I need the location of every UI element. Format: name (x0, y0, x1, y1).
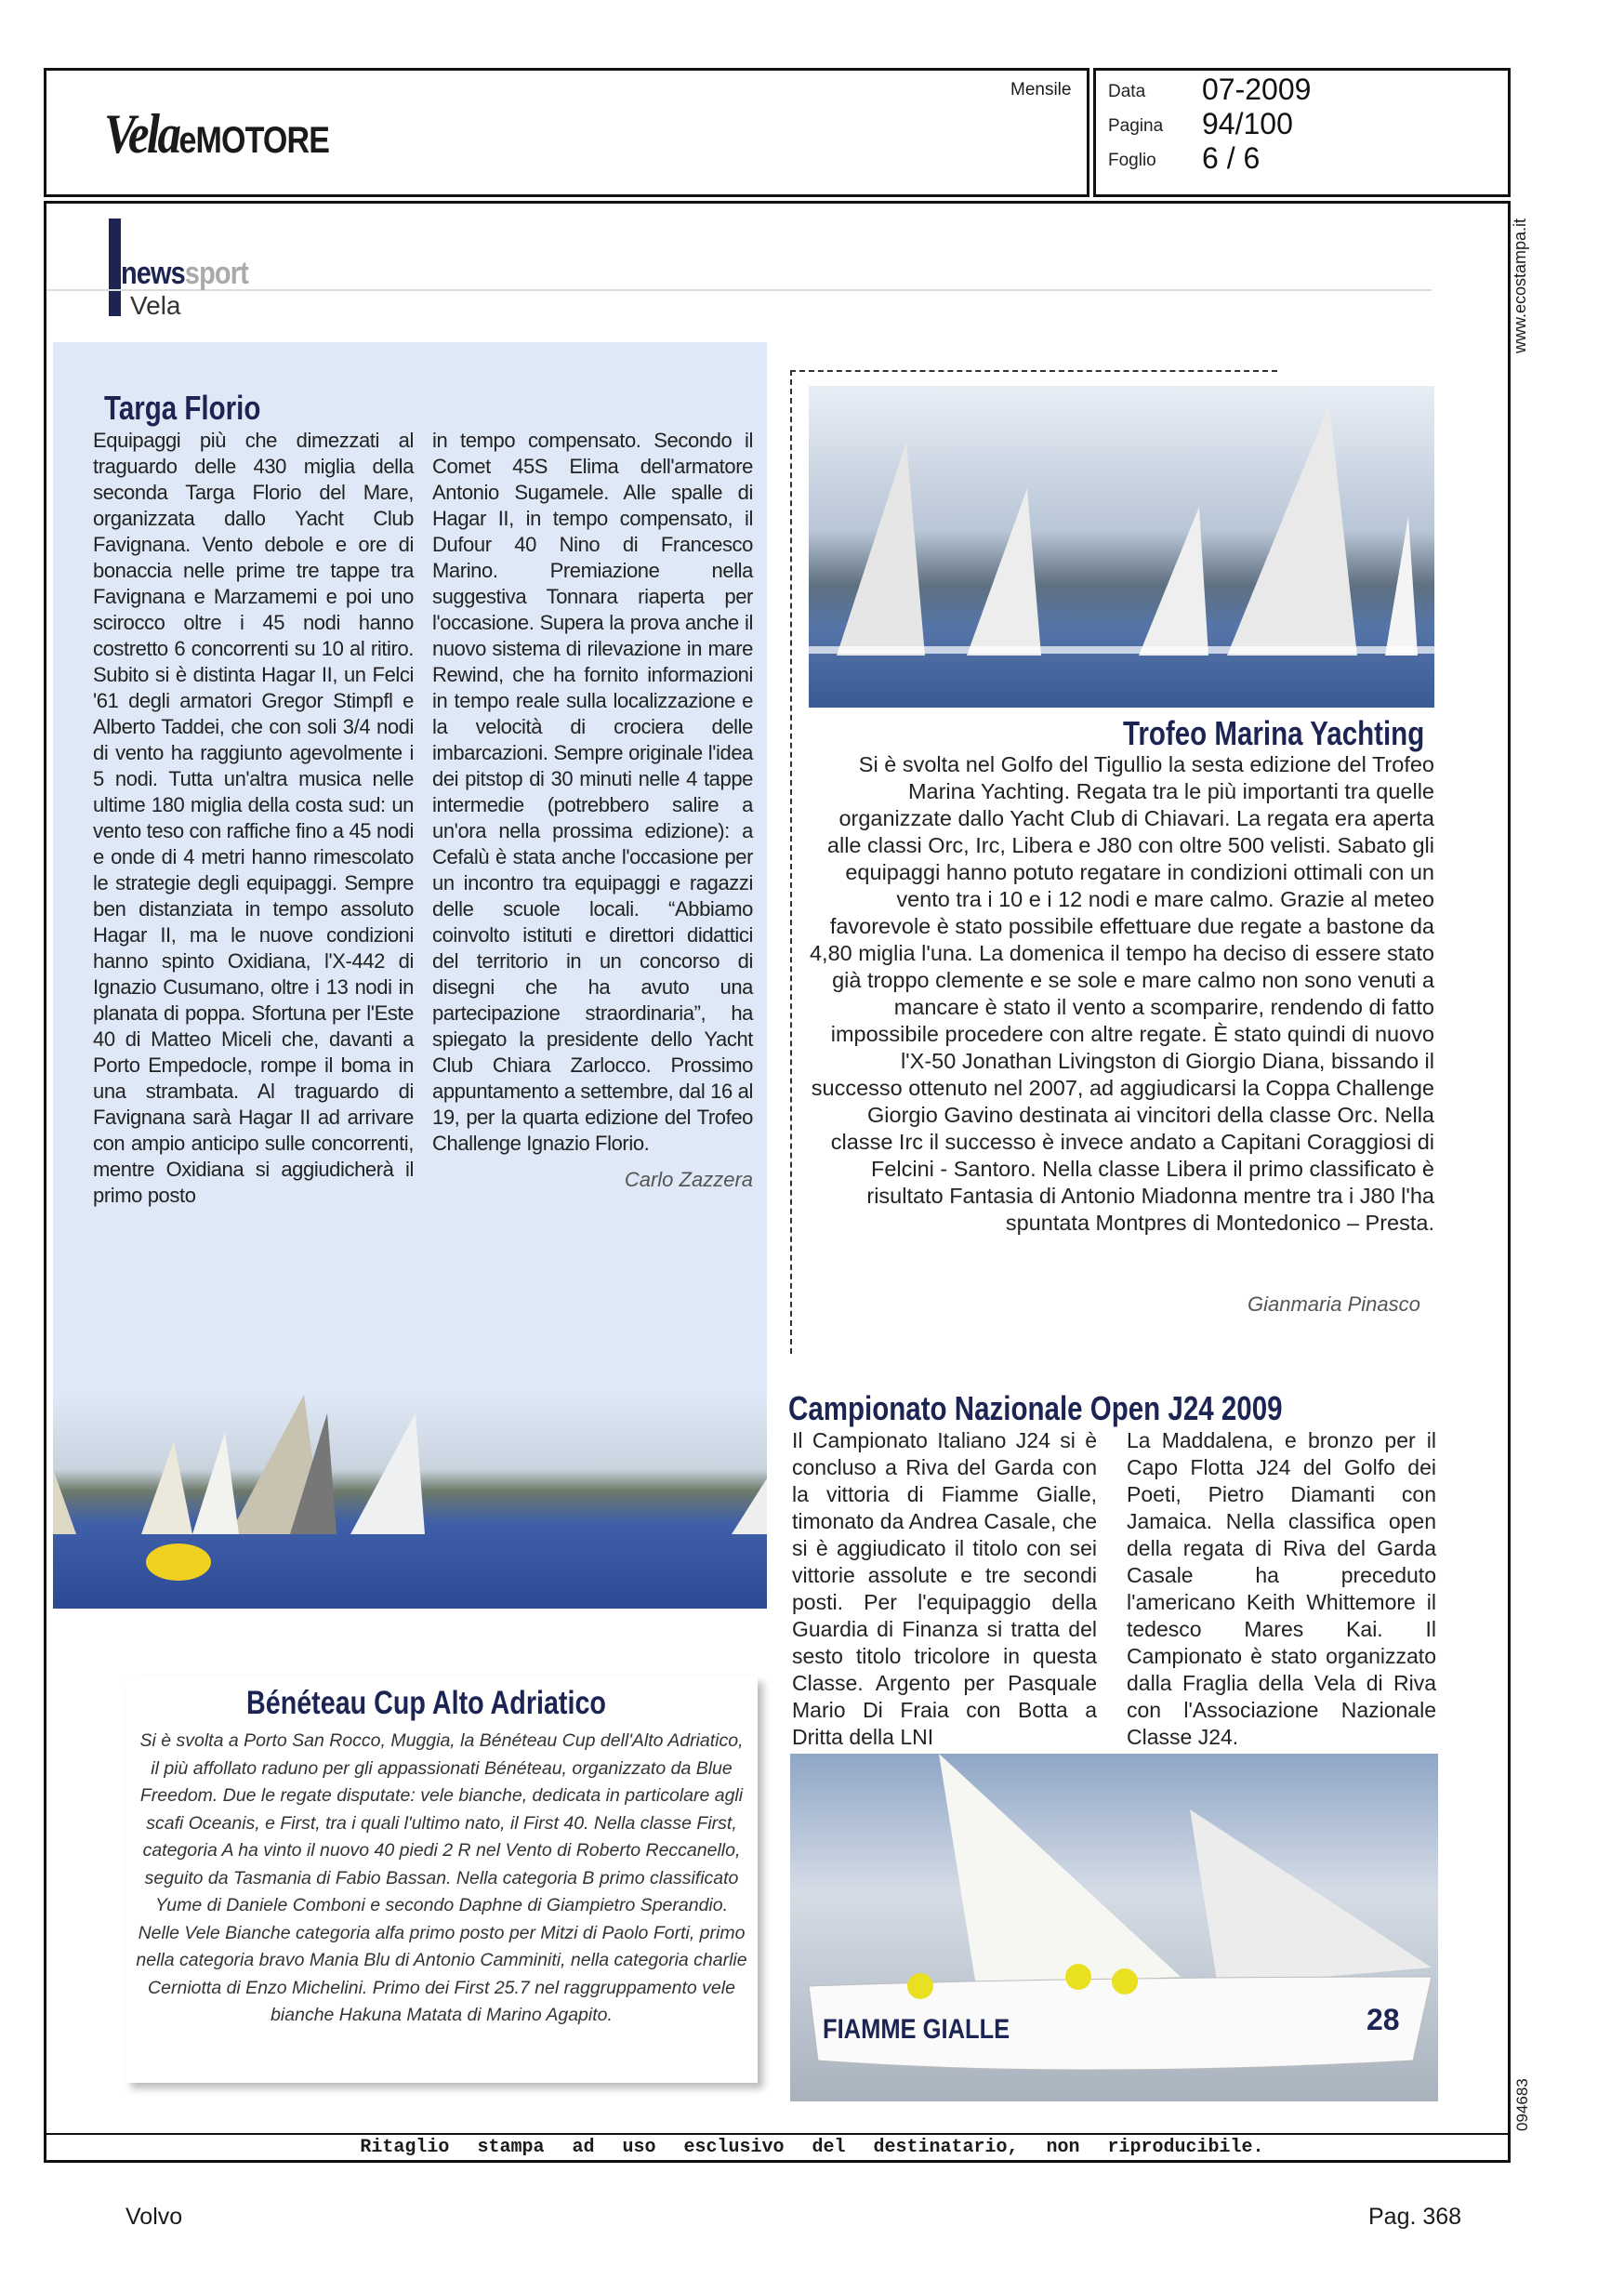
beneteau-text: Si è svolta a Porto San Rocco, Muggia, la Bénéteau Cup dell'Alto Adriatico, il più affollato raduno per gli appassionati Bénéteau, organizzato da Blue Freedom. Due le regate disputate: vele bianche, dedicata in particolare agli scafi Oceanis, e First, tra i quali l'ultimo nato, il First 40. Nella classe First, categoria A ha vinto il nuovo 40 piedi 2 R nel Vento di Roberto Reccanello, seguito da Tasmania di Fabio Bassan. Nella categoria B primo classificato Yume di Daniele Comboni e secondo Daphne di Giampietro Sperandio. Nelle Vele Bianche categoria alfa primo posto per Mitzi di Paolo Forti, primo nella categoria bravo Mania Blu di Antonio Camminiti, nella categoria charlie Cerniotta di Enzo Michelini. Primo dei First 25.7 nel raggruppamento vele bianche Hakuna Matata di Marino Agapito. (136, 1730, 747, 2025)
brand-news: news (121, 256, 185, 291)
j24-sail-number: 28 (1367, 2003, 1400, 2036)
website-vertical: www.ecostampa.it (1511, 218, 1529, 353)
trofeo-author: Gianmaria Pinasco (1248, 1292, 1420, 1316)
sheet-label: Foglio (1108, 151, 1156, 170)
date-label: Data (1108, 82, 1146, 101)
page-number: Pag. 368 (1368, 2204, 1462, 2230)
page-value: 94/100 (1202, 107, 1293, 140)
j24-boat-name: FIAMME GIALLE (823, 2014, 1010, 2045)
page-label: Pagina (1108, 116, 1164, 136)
j24-col-1: Il Campionato Italiano J24 si è concluso a Riva del Garda con la vittoria di Fiamme Gialle, timonato da Andrea Casale, che si è aggiudicato il titolo con sei vittorie assolute e tre secondi posti. Per l'equipaggio della Guardia di Finanza si tratta del sesto titolo tricolore in questa Classe. Argento per Pasquale Mario Di Fraia con Botta a Dritta della LNI (792, 1428, 1097, 1749)
targa-photo (53, 1395, 767, 1609)
trofeo-photo (809, 386, 1434, 708)
trofeo-title: Trofeo Marina Yachting (1123, 714, 1425, 752)
clipping-code: 094683 (1513, 2078, 1531, 2131)
brand-sport: sport (184, 256, 248, 291)
section-brand (121, 256, 248, 292)
targa-col-2: in tempo compensato. Secondo il Comet 45S Elima dell'armatore Antonio Sugamele. Alle spalle di Hagar II, in tempo compensato, il Dufour 40 Nino di Francesco Marino. Premiazione nella suggestiva Tonnara riaperta per l'occasione. Supera la prova anche il nuovo sistema di rilevazione in mare Rewind, che ha fornito informazioni in tempo reale sulla localizzazione e la velocità di crociera delle imbarcazioni. Sempre originale l'idea dei pitstop di 30 minuti nelle 4 tappe intermedie (potrebbero salire a un'ora nella prossima edizione): a Cefalù è stata anche l'occasione per un incontro tra equipaggi e ragazzi delle scuole locali. “Abbiamo coinvolto istituti e direttori didattici del territorio in un concorso di disegni che ha avuto una partecipazione straordinaria”, ha spiegato la presidente dello Yacht Club Chiara Zarlocco. Prossimo appuntamento a settembre, dal 16 al 19, per la quarta edizione del Trofeo Challenge Ignazio Florio. (432, 429, 753, 1155)
clipping-notice: Ritaglio stampa ad uso esclusivo del destinatario, non riproducibile. (360, 2137, 1264, 2158)
logo-sub: eMOTORE (178, 120, 330, 161)
j24-title: Campionato Nazionale Open J24 2009 (788, 1389, 1283, 1427)
j24-col-2: La Maddalena, e bronzo per il Capo Flotta J24 del Golfo dei Poeti, Pietro Diamanti con Jamaica. Nella classifica open della regata di Riva del Garda Casale ha preceduto l'americano Keith Whittemore il tedesco Mares Kai. Il Campionato è stato organizzato dalla Fraglia della Vela di Riva con l'Associazione Nazionale Classe J24. (1127, 1428, 1436, 1749)
targa-author: Carlo Zazzera (624, 1168, 753, 1191)
section-rule (46, 289, 1432, 291)
magazine-logo (104, 102, 329, 166)
client-name: Volvo (125, 2204, 183, 2230)
date-value: 07-2009 (1202, 73, 1312, 106)
frequency: Mensile (1010, 80, 1072, 99)
targa-col-1: Equipaggi più che dimezzati al traguardo delle 430 miglia della seconda Targa Florio del Mare, organizzata dallo Yacht Club Favignana. Vento debole e ore di bonaccia nelle prime tre tappe tra Favignana e Marzamemi e poi uno scirocco oltre i 45 nodi hanno costretto 6 concorrenti su 10 al ritiro. Subito si è distinta Hagar II, un Felci '61 degli armatori Gregor Stimpfl e Alberto Taddei, che con soli 3/4 nodi di vento ha raggiunto agevolmente i 5 nodi. Tutta un'altra musica nelle ultime 180 miglia della costa sud: un vento teso con raffiche fino a 45 nodi e onde di 4 metri hanno rimescolato le strategie degli equipaggi. Sempre ben distanziata in tempo assoluto Hagar II, ma le nuove condizioni hanno spinto Oxidiana, l'X-442 di Ignazio Cusumano, oltre i 13 nodi in planata di poppa. Sfortuna per l'Este 40 di Matteo Miceli che, davanti a Porto Empedocle, rompe il boma in una strambata. Al traguardo di Favignana sarà Hagar II ad arrivare con ampio anticipo sulle concorrenti, mentre Oxidiana si aggiudicherà il primo posto (93, 429, 414, 1207)
section-subtitle: Vela (130, 291, 181, 320)
logo-main: Vela (104, 103, 179, 165)
section-bar (109, 219, 121, 316)
footer-divider (44, 2133, 1511, 2135)
targa-col-2-wrap (432, 428, 753, 1192)
sheet-value: 6 / 6 (1202, 141, 1261, 175)
targa-title: Targa Florio (104, 389, 261, 427)
j24-photo (790, 1754, 1438, 2101)
trofeo-text: Si è svolta nel Golfo del Tigullio la sesta edizione del Trofeo Marina Yachting. Regata tra le più importanti tra quelle organizzate dallo Yacht Club di Chiavari. La regata era aperta alle classi Orc, Irc, Libera e J80 con oltre 500 velisti. Sabato gli equipaggi hanno potuto regatare in condizioni ottimali con un vento tra i 10 e i 12 nodi e mare calmo. Grazie al meteo favorevole è stato possibile effettuare due regate a bastone da 4,80 miglia l'una. La domenica il tempo ha deciso di essere stato già troppo clemente e se sole e mare calmo non sono venuti a mancare è stato il vento a scomparire, rendendo di fatto impossibile procedere con altre regate. È stato quindi di nuovo l'X-50 Jonathan Livingston di Giorgio Diana, bissando il successo ottenuto nel 2007, ad aggiudicarsi la Coppa Challenge Giorgio Gavino destinata ai vincitori della classe Orc. Nella classe Irc il successo è invece andato a Capitani Coraggiosi di Felcini - Santoro. Nella classe Libera il primo classificato è risultato Fantasia di Antonio Miadonna mentre tra i J80 l'ha spuntata Montpres di Montedonico – Presta. (809, 752, 1434, 1235)
beneteau-title: Bénéteau Cup Alto Adriatico (246, 1685, 606, 1721)
